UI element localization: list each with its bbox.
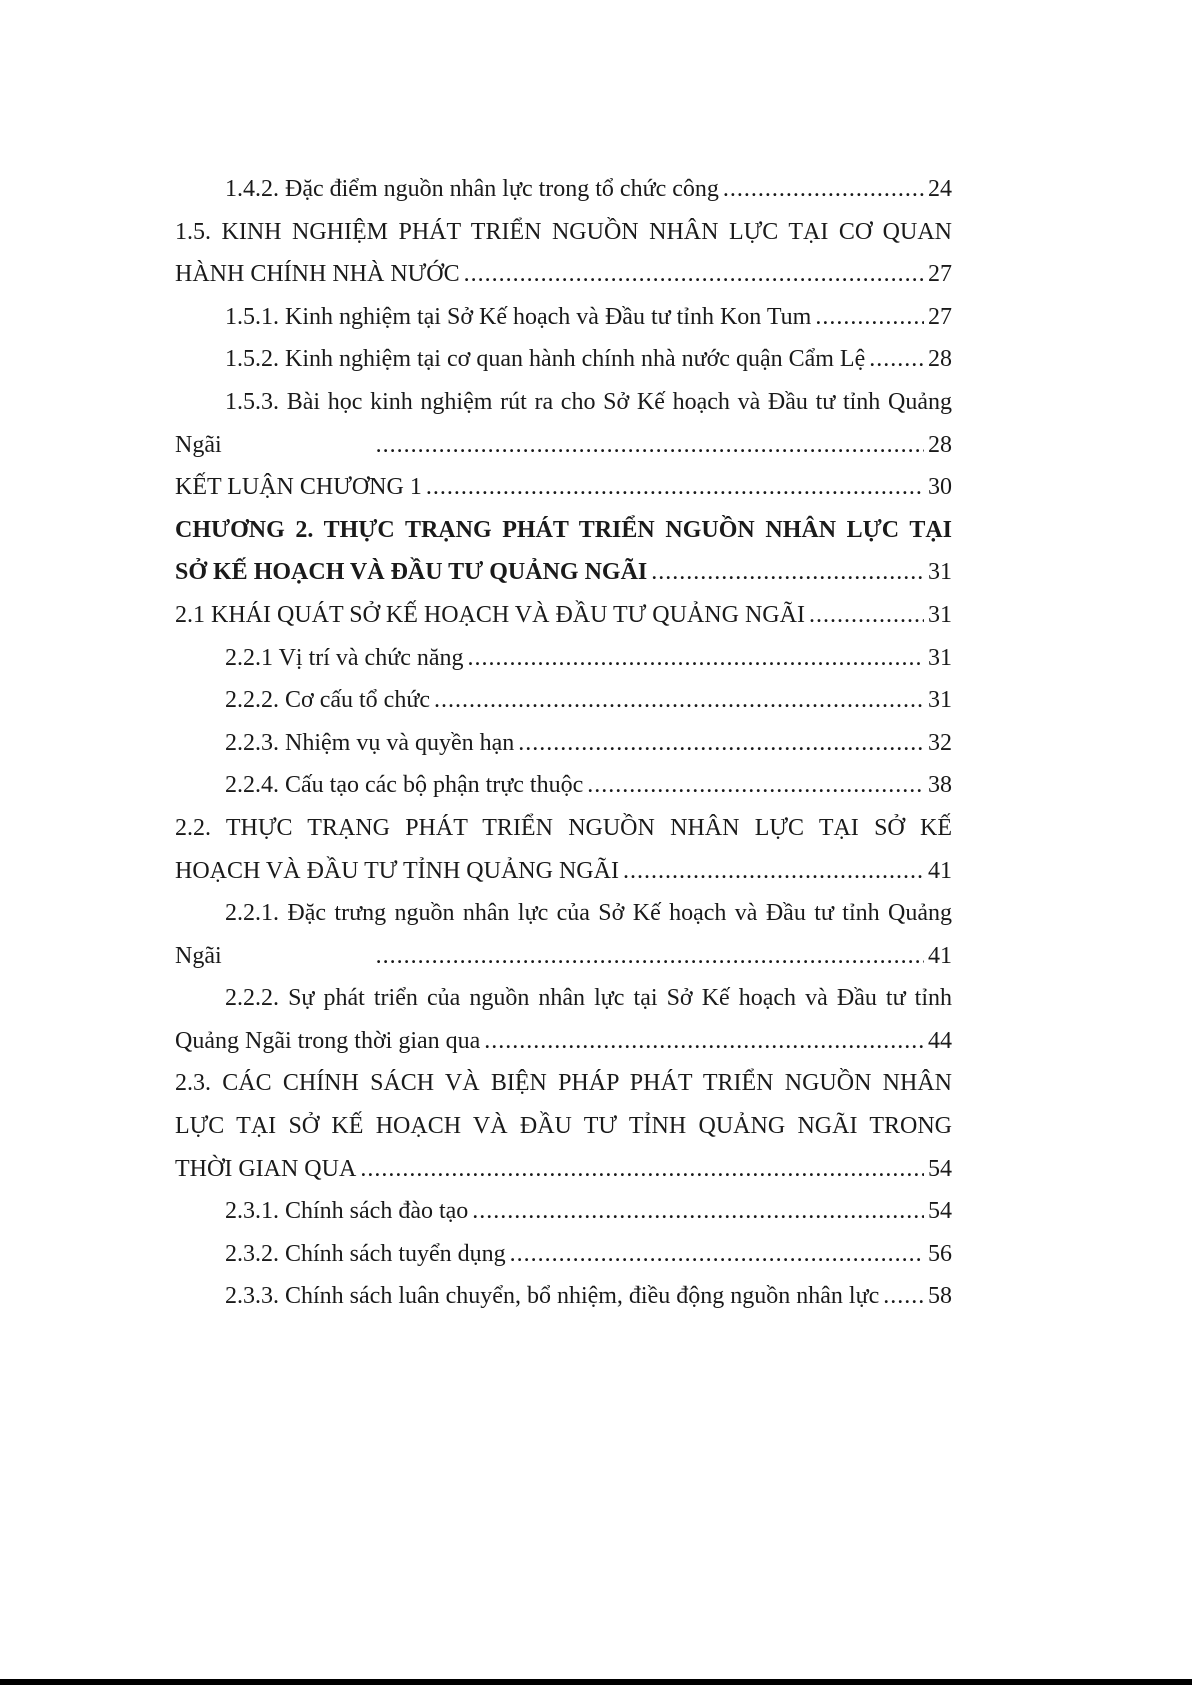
toc-page-number: 44 bbox=[928, 1027, 952, 1054]
toc-leader-dots bbox=[587, 764, 924, 807]
toc-leader-dots bbox=[869, 338, 924, 381]
toc-page-number: 41 bbox=[928, 857, 952, 884]
toc-entry-title: 2.2.4. Cấu tạo các bộ phận trực thuộc bbox=[225, 772, 584, 799]
toc-leader-dots bbox=[651, 551, 924, 594]
toc-entry-2-2-2-su-phat-trien bbox=[175, 1020, 952, 1063]
toc-leader-dots bbox=[376, 424, 924, 467]
toc-entry-title: Ngãi bbox=[175, 431, 222, 458]
toc-entry-title: KẾT LUẬN CHƯƠNG 1 bbox=[175, 474, 422, 501]
toc-page-number: 54 bbox=[928, 1155, 952, 1182]
toc-leader-dots bbox=[472, 1190, 924, 1233]
toc-entry-2-3-1 bbox=[175, 1190, 952, 1233]
toc-leader-dots bbox=[468, 637, 924, 680]
toc-entry-title: HOẠCH VÀ ĐẦU TƯ TỈNH QUẢNG NGÃI bbox=[175, 857, 619, 884]
toc-page-number: 56 bbox=[928, 1240, 952, 1267]
toc-entry-title: THỜI GIAN QUA bbox=[175, 1155, 357, 1182]
bottom-edge-rule bbox=[0, 1679, 1192, 1685]
toc-page-number: 30 bbox=[928, 474, 952, 501]
toc-page-number: 31 bbox=[928, 687, 952, 714]
toc-entry-2-1 bbox=[175, 594, 952, 637]
toc-entry-2-2-1-vi-tri bbox=[175, 637, 952, 680]
toc-leader-dots bbox=[809, 594, 924, 637]
toc-entry-title: Ngãi bbox=[175, 942, 222, 969]
toc-entry-2-2-2-su-phat-trien-line1: 2.2.2. Sự phát triển của nguồn nhân lực tại Sở Kế hoạch và Đầu tư tỉnh bbox=[225, 985, 952, 1012]
toc-page-number: 58 bbox=[928, 1283, 952, 1310]
toc-entry-1-5-3-line1: 1.5.3. Bài học kinh nghiệm rút ra cho Sở Kế hoạch và Đầu tư tỉnh Quảng bbox=[225, 388, 952, 415]
toc-entry-title: 2.3.2. Chính sách tuyển dụng bbox=[225, 1240, 506, 1267]
toc-page-number: 54 bbox=[928, 1198, 952, 1225]
toc-entry-2-2-4 bbox=[175, 764, 952, 807]
toc-leader-dots bbox=[815, 296, 924, 339]
toc-entry-title: 2.1 KHÁI QUÁT SỞ KẾ HOẠCH VÀ ĐẦU TƯ QUẢNG NGÃI bbox=[175, 601, 805, 628]
toc-leader-dots bbox=[510, 1233, 924, 1276]
toc-entry-title: 2.3.3. Chính sách luân chuyển, bổ nhiệm, điều động nguồn nhân lực bbox=[225, 1283, 880, 1310]
toc-page-number: 24 bbox=[928, 176, 952, 202]
toc-entry-1-4-2 bbox=[175, 168, 952, 211]
toc-entry-1-5-2 bbox=[175, 338, 952, 381]
toc-page-number: 38 bbox=[928, 772, 952, 799]
toc-entry-title: 2.2.2. Cơ cấu tổ chức bbox=[225, 687, 430, 714]
toc-entry-1-5 bbox=[175, 253, 952, 296]
toc-entry-title: 2.2.1 Vị trí và chức năng bbox=[225, 644, 464, 671]
toc-entry-title: 1.5.2. Kinh nghiệm tại cơ quan hành chính nhà nước quận Cẩm Lệ bbox=[225, 346, 866, 373]
toc-entry-2-3-line2: LỰC TẠI SỞ KẾ HOẠCH VÀ ĐẦU TƯ TỈNH QUẢNG NGÃI TRONG bbox=[175, 1113, 952, 1140]
toc-page-number: 32 bbox=[928, 729, 952, 756]
table-of-contents bbox=[175, 168, 952, 1318]
toc-entry-2-2-1-dac-trung bbox=[175, 935, 952, 978]
toc-entry-chuong-2-line1: CHƯƠNG 2. THỰC TRẠNG PHÁT TRIỂN NGUỒN NHÂN LỰC TẠI bbox=[175, 516, 952, 543]
toc-entry-2-2-3 bbox=[175, 722, 952, 765]
toc-leader-dots bbox=[464, 253, 924, 296]
toc-leader-dots bbox=[376, 935, 924, 978]
toc-leader-dots bbox=[723, 168, 924, 211]
toc-entry-1-5-line1: 1.5. KINH NGHIỆM PHÁT TRIỂN NGUỒN NHÂN LỰC TẠI CƠ QUAN bbox=[175, 218, 952, 245]
toc-page-number: 31 bbox=[928, 559, 952, 586]
toc-entry-2-2-2-co-cau bbox=[175, 679, 952, 722]
toc-page-number: 31 bbox=[928, 601, 952, 628]
toc-entry-title: SỞ KẾ HOẠCH VÀ ĐẦU TƯ QUẢNG NGÃI bbox=[175, 559, 648, 586]
toc-entry-title: 2.2.3. Nhiệm vụ và quyền hạn bbox=[225, 729, 515, 756]
toc-entry-2-3-line1: 2.3. CÁC CHÍNH SÁCH VÀ BIỆN PHÁP PHÁT TRIỂN NGUỒN NHÂN bbox=[175, 1070, 952, 1097]
toc-leader-dots bbox=[623, 850, 924, 893]
toc-page-number: 31 bbox=[928, 644, 952, 671]
toc-entry-ket-luan-chuong-1 bbox=[175, 466, 952, 509]
toc-entry-1-5-3 bbox=[175, 424, 952, 467]
toc-entry-title: HÀNH CHÍNH NHÀ NƯỚC bbox=[175, 261, 460, 288]
toc-entry-title: 2.3.1. Chính sách đào tạo bbox=[225, 1198, 469, 1225]
toc-leader-dots bbox=[518, 722, 924, 765]
toc-entry-1-5-1 bbox=[175, 296, 952, 339]
toc-page-number: 27 bbox=[928, 303, 952, 330]
toc-entry-2-2-1-dac-trung-line1: 2.2.1. Đặc trưng nguồn nhân lực của Sở Kế hoạch và Đầu tư tỉnh Quảng bbox=[225, 900, 952, 927]
toc-page-number: 41 bbox=[928, 942, 952, 969]
toc-entry-2-3 bbox=[175, 1148, 952, 1191]
toc-leader-dots bbox=[434, 679, 924, 722]
toc-page-number: 28 bbox=[928, 431, 952, 458]
toc-entry-title: 1.4.2. Đặc điểm nguồn nhân lực trong tổ chức công bbox=[225, 176, 719, 202]
toc-leader-dots bbox=[883, 1275, 924, 1318]
toc-leader-dots bbox=[484, 1020, 924, 1063]
toc-entry-title: Quảng Ngãi trong thời gian qua bbox=[175, 1027, 481, 1054]
toc-entry-2-3-2 bbox=[175, 1233, 952, 1276]
toc-entry-2-3-3 bbox=[175, 1275, 952, 1318]
toc-page-number: 27 bbox=[928, 261, 952, 288]
toc-leader-dots bbox=[360, 1148, 924, 1191]
toc-entry-2-2 bbox=[175, 850, 952, 893]
toc-page-number: 28 bbox=[928, 346, 952, 373]
toc-entry-title: 1.5.1. Kinh nghiệm tại Sở Kế hoạch và Đầu tư tỉnh Kon Tum bbox=[225, 303, 812, 330]
toc-entry-chuong-2 bbox=[175, 551, 952, 594]
toc-leader-dots bbox=[426, 466, 924, 509]
toc-entry-2-2-line1: 2.2. THỰC TRẠNG PHÁT TRIỂN NGUỒN NHÂN LỰC TẠI SỞ KẾ bbox=[175, 814, 952, 841]
